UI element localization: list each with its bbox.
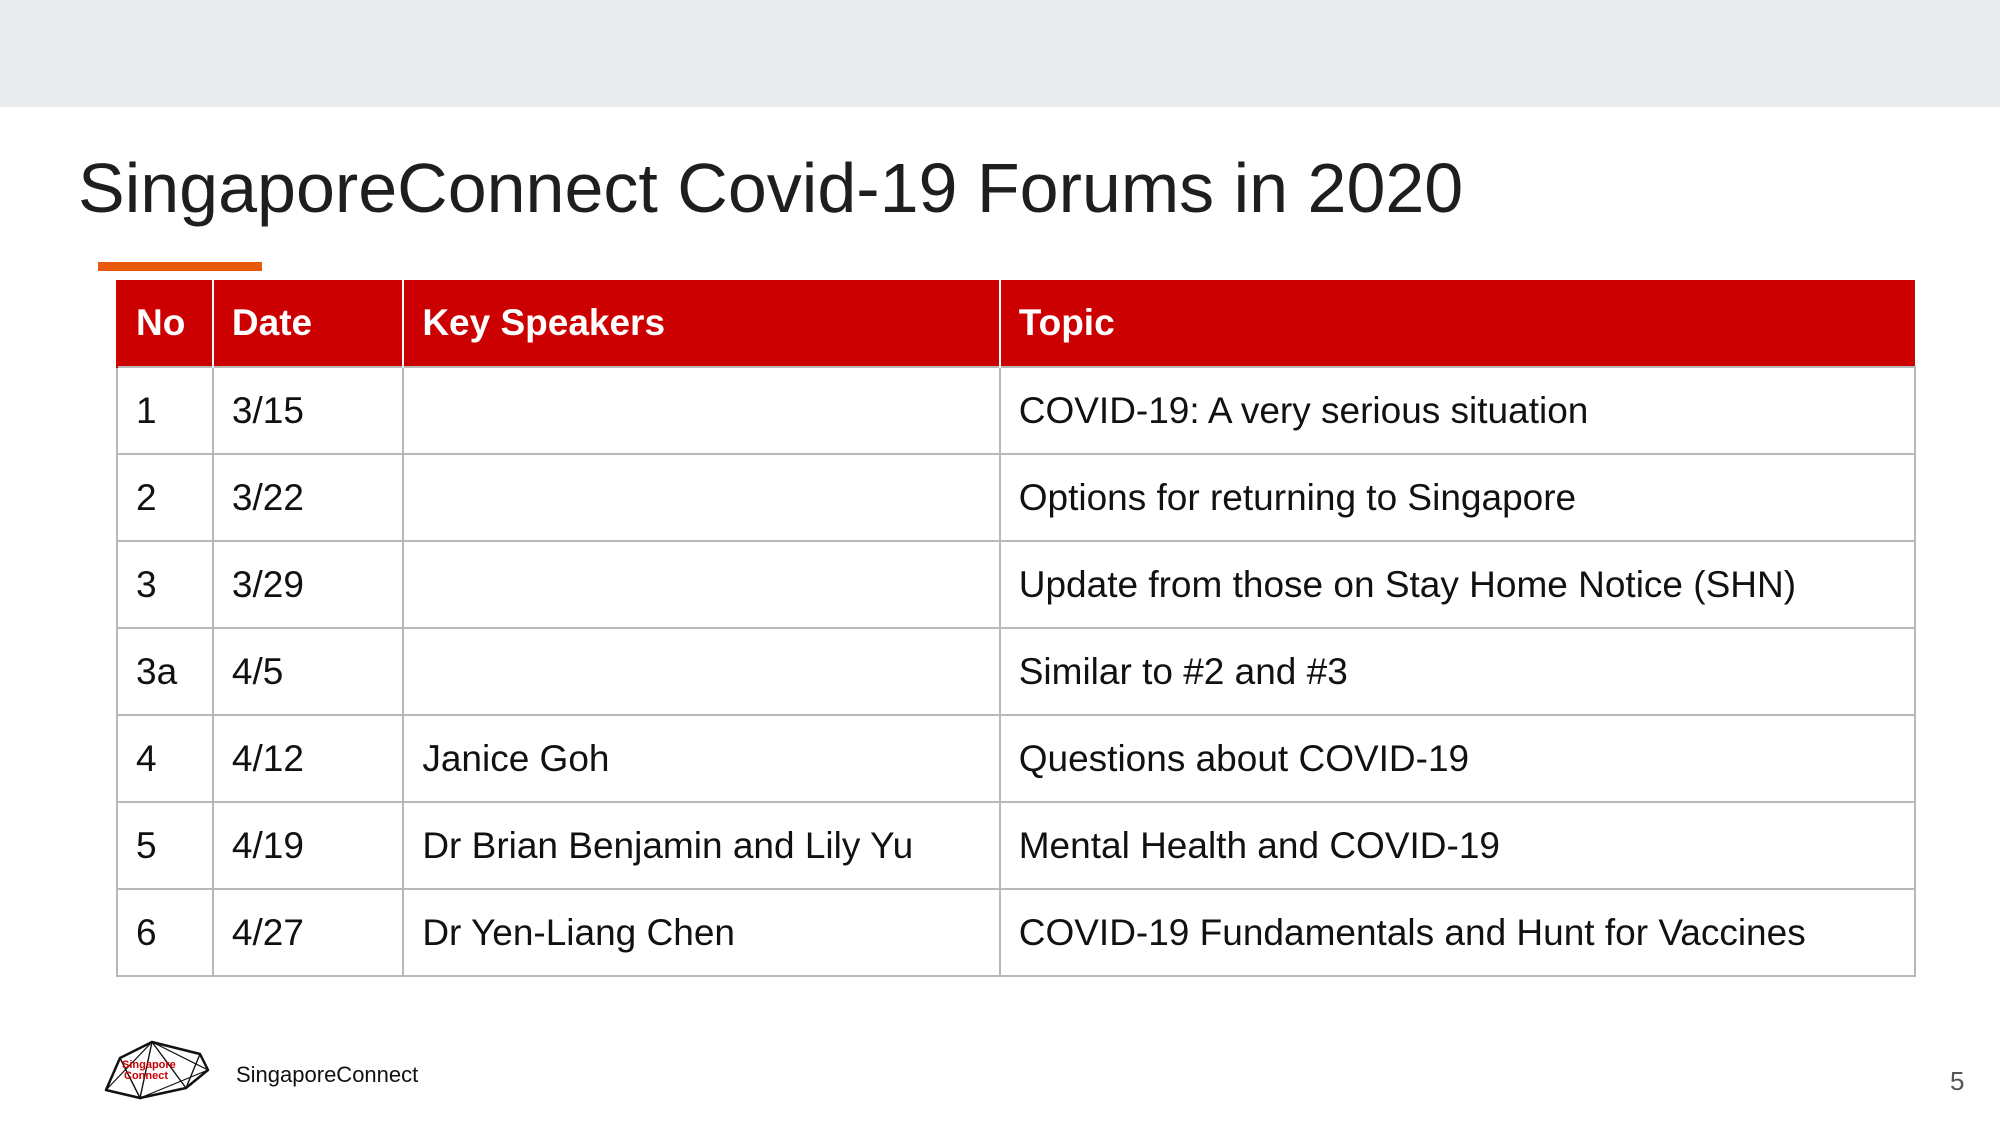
- header-topic: Topic: [1000, 280, 1915, 367]
- cell-no: 3: [117, 541, 213, 628]
- header-key-speakers: Key Speakers: [403, 280, 999, 367]
- title-accent-rule: [98, 262, 262, 271]
- table-row: [117, 541, 1915, 628]
- cell-key-speakers: [403, 628, 999, 715]
- page-number: 5: [1950, 1066, 1965, 1096]
- header-no: No: [117, 280, 213, 367]
- table-row: [117, 802, 1915, 889]
- cell-topic: Options for returning to Singapore: [1000, 454, 1915, 541]
- cell-key-speakers: [403, 454, 999, 541]
- cell-date: 4/27: [213, 889, 403, 976]
- cell-key-speakers: [403, 541, 999, 628]
- cell-date: 4/12: [213, 715, 403, 802]
- cell-date: 4/19: [213, 802, 403, 889]
- slide-title: SingaporeConnect Covid-19 Forums in 2020: [78, 149, 1464, 227]
- cell-no: 6: [117, 889, 213, 976]
- cell-topic: COVID-19: A very serious situation: [1000, 367, 1915, 454]
- singaporeconnect-logo-icon: [100, 1036, 212, 1100]
- cell-topic: Update from those on Stay Home Notice (SHN): [1000, 541, 1915, 628]
- footer-brand: SingaporeConnect: [236, 1062, 419, 1087]
- cell-key-speakers: [403, 367, 999, 454]
- cell-topic: Questions about COVID-19: [1000, 715, 1915, 802]
- forums-table: [116, 280, 1916, 977]
- table-row: [117, 454, 1915, 541]
- table-header-row: [117, 280, 1915, 367]
- cell-no: 5: [117, 802, 213, 889]
- cell-no: 2: [117, 454, 213, 541]
- cell-key-speakers: Janice Goh: [403, 715, 999, 802]
- cell-topic: COVID-19 Fundamentals and Hunt for Vaccines: [1000, 889, 1915, 976]
- logo-text-line1: Singapore: [122, 1059, 176, 1071]
- top-band: [0, 0, 2000, 107]
- cell-date: 3/15: [213, 367, 403, 454]
- cell-key-speakers: Dr Brian Benjamin and Lily Yu: [403, 802, 999, 889]
- cell-topic: Mental Health and COVID-19: [1000, 802, 1915, 889]
- table-row: [117, 715, 1915, 802]
- table-row: [117, 367, 1915, 454]
- logo-text-line2: Connect: [124, 1070, 168, 1082]
- table-row: [117, 889, 1915, 976]
- table-row: [117, 628, 1915, 715]
- cell-key-speakers: Dr Yen-Liang Chen: [403, 889, 999, 976]
- cell-date: 3/22: [213, 454, 403, 541]
- cell-no: 3a: [117, 628, 213, 715]
- header-date: Date: [213, 280, 403, 367]
- cell-no: 4: [117, 715, 213, 802]
- cell-date: 4/5: [213, 628, 403, 715]
- cell-date: 3/29: [213, 541, 403, 628]
- cell-topic: Similar to #2 and #3: [1000, 628, 1915, 715]
- cell-no: 1: [117, 367, 213, 454]
